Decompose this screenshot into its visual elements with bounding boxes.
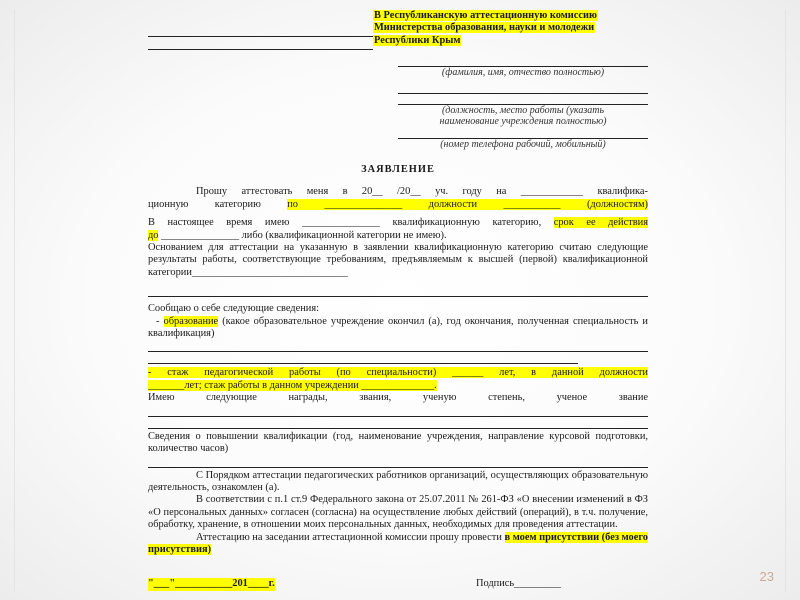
document-title: ЗАЯВЛЕНИЕ <box>361 164 435 175</box>
current-category-text: В настоящее время имею _______________ квалификационную категорию, <box>148 217 554 229</box>
until-rest: _______________ либо (квалификационной категории не имею). <box>158 229 447 241</box>
paragraph-procedure: С Порядком аттестации педагогических работников организаций, осуществляющих образовательную деятельность, ознакомлен (а). <box>148 469 648 493</box>
signature-field: Подпись_________ <box>476 578 561 590</box>
fill-line <box>148 340 648 352</box>
paragraph-experience-cont <box>148 380 648 392</box>
paragraph-request-cont <box>148 199 648 211</box>
addressee-text <box>373 10 648 47</box>
paragraph-education: - образование (какое образовательное учреждение окончил (а), год окончания, полученная специальность и квалификация) <box>148 315 648 340</box>
addressee-block <box>148 10 648 56</box>
phone-line <box>398 128 648 139</box>
date-field: "___"___________201____г. <box>148 578 275 590</box>
footer-row <box>148 578 648 594</box>
paragraph-experience <box>148 367 648 379</box>
education-rest: (какое образовательное учреждение окончил (а), год окончания, полученная специальность и квалификация) <box>148 315 648 340</box>
position-caption-cont: наименование учреждения полностью) <box>439 116 607 127</box>
experience-highlight-cont: _______лет; стаж работы в данном учреждении ______________. <box>148 379 437 391</box>
addressee-line-3: Республики Крым <box>374 34 461 46</box>
paragraph-request: Прошу аттестовать меня в 20__ /20__ уч. году на ____________ квалифика- <box>196 186 648 198</box>
paragraph-basis: Основанием для аттестации на указанную в заявлении квалификационную категорию считаю следующие результаты работы, соответствующие требованиям, предъявляемым к высшей (первой) квалификационной категории______________________________ <box>148 242 648 278</box>
fill-line <box>148 405 648 417</box>
fill-line <box>148 456 648 468</box>
paragraph-personal-data: В соответствии с п.1 ст.9 Федерального закона от 25.07.2011 № 261-ФЗ «О внесении изменений в ФЗ «О персональных данных» согласен (согласна) на осуществление любых действий (операций), в т.ч. получение, обработку, хранение, в отношении моих персональных данных, необходимых для проведения аттестации. <box>148 494 648 531</box>
position-line-2 <box>398 94 648 105</box>
until-highlight: до <box>148 229 159 241</box>
paragraph-awards: Имею следующие награды, звания, ученую степень, ученое звание <box>148 392 648 404</box>
fill-line <box>148 417 648 429</box>
paragraph-current-category-cont <box>148 230 648 242</box>
fill-line <box>148 285 648 297</box>
presence-highlight: в моем присутствии (без моего присутствия) <box>148 531 648 555</box>
education-highlight: образование <box>163 315 219 327</box>
application-document <box>148 10 648 594</box>
validity-highlight: срок ее действия <box>553 217 648 229</box>
addressee-fill-lines <box>148 24 373 50</box>
paragraph-about: Сообщаю о себе следующие сведения: <box>148 303 319 315</box>
paragraph-current-category <box>148 217 648 229</box>
addressee-line-2: Министерства образования, науки и молодежи <box>374 22 595 34</box>
category-label: ционную категорию <box>148 198 288 210</box>
presence-text: Аттестацию на заседании аттестационной комиссии прошу провести <box>196 531 505 543</box>
fio-caption: (фамилия, имя, отчество полностью) <box>441 67 605 78</box>
paragraph-qualification: Сведения о повышении квалификации (год, наименование учреждения, направление курсовой подготовки, количество часов) <box>148 430 648 455</box>
fio-line <box>398 56 648 67</box>
phone-caption: (номер телефона рабочий, мобильный) <box>440 138 606 150</box>
addressee-line-1: В Республиканскую аттестационную комиссию <box>374 10 597 21</box>
position-line <box>398 83 648 94</box>
position-caption: (должность, место работы (указать <box>441 104 605 116</box>
position-highlight: по _______________ должности ___________ (должностям) <box>287 198 648 210</box>
page-number: 23 <box>759 569 774 584</box>
fill-line <box>148 352 578 364</box>
paragraph-presence <box>148 532 648 557</box>
experience-highlight: - стаж педагогической работы (по специальности) ______ лет, в данной должности <box>148 367 648 379</box>
